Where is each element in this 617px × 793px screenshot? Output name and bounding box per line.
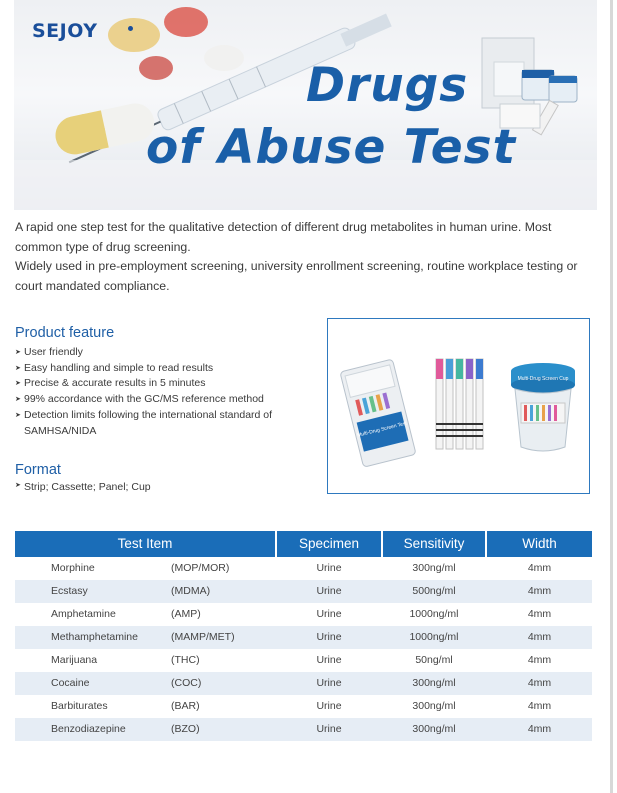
brand-logo: SEJOY — [32, 20, 98, 42]
cassette-image — [340, 359, 416, 467]
table-row — [15, 557, 592, 580]
intro-text — [15, 218, 597, 296]
specimen-cell: Urine — [316, 608, 342, 620]
width-cell: 4mm — [527, 677, 552, 689]
product-photo-box — [327, 318, 590, 494]
drug-name-cell: Marijuana — [51, 654, 98, 666]
specimen-cell: Urine — [316, 631, 342, 643]
specimen-cell: Urine — [316, 677, 342, 689]
drug-abbr-cell: (MDMA) — [171, 585, 211, 597]
sensitivity-cell: 1000ng/ml — [409, 608, 459, 620]
intro-paragraph: Widely used in pre-employment screening, university enrollment screening, routine workplace testing or court mandated compliance. — [15, 259, 578, 293]
table-row — [15, 672, 592, 695]
sensitivity-cell: 300ng/ml — [412, 677, 456, 689]
drug-name-cell: Amphetamine — [51, 608, 116, 620]
header-width: Width — [487, 531, 592, 557]
width-cell: 4mm — [527, 585, 552, 597]
cup-image — [511, 363, 575, 451]
cup-label: Multi-Drug Screen Cup — [517, 376, 569, 382]
header-sensitivity: Sensitivity — [383, 531, 485, 557]
table-row — [15, 603, 592, 626]
format-heading: Format — [15, 462, 61, 478]
width-cell: 4mm — [527, 631, 552, 643]
strips-image — [436, 359, 483, 449]
page-edge-bar — [610, 0, 613, 793]
drug-name-cell: Ecstasy — [51, 585, 88, 597]
drug-name-cell: Barbiturates — [51, 700, 108, 712]
feature-item: ➤ Easy handling and simple to read results — [15, 361, 315, 377]
drug-abbr-cell: (BZO) — [171, 723, 200, 735]
width-cell: 4mm — [527, 562, 552, 574]
sensitivity-cell: 300ng/ml — [412, 700, 456, 712]
drug-name-cell: Benzodiazepine — [51, 723, 126, 735]
table-header — [15, 531, 592, 557]
hero-title-line2: of Abuse Test — [146, 120, 517, 175]
table-row — [15, 718, 592, 741]
header-specimen: Specimen — [277, 531, 381, 557]
drug-name-cell: Methamphetamine — [51, 631, 138, 643]
drug-abbr-cell: (THC) — [171, 654, 200, 666]
specimen-cell: Urine — [316, 723, 342, 735]
specimen-cell: Urine — [316, 562, 342, 574]
width-cell: 4mm — [527, 700, 552, 712]
logo-mark — [128, 26, 133, 31]
sensitivity-cell: 500ng/ml — [412, 585, 456, 597]
drug-abbr-cell: (COC) — [171, 677, 202, 689]
feature-item: ➤ Detection limits following the international standard of SAMHSA/NIDA — [15, 408, 305, 439]
feature-item: ➤ 99% accordance with the GC/MS reference method — [15, 392, 315, 408]
drug-abbr-cell: (BAR) — [171, 700, 200, 712]
table-row — [15, 695, 592, 718]
cassette-label: Multi-Drug Screen Test — [356, 420, 408, 439]
product-feature-heading: Product feature — [15, 325, 115, 341]
drug-abbr-cell: (AMP) — [171, 608, 201, 620]
table-row — [15, 649, 592, 672]
table-body — [15, 557, 592, 741]
width-cell: 4mm — [527, 608, 552, 620]
drug-abbr-cell: (MAMP/MET) — [171, 631, 235, 643]
intro-paragraph: A rapid one step test for the qualitative detection of different drug metabolites in human urine. Most common type of drug screening. — [15, 220, 552, 254]
hero-banner — [14, 0, 597, 210]
feature-item: ➤ Precise & accurate results in 5 minutes — [15, 376, 315, 392]
drug-test-table — [15, 531, 592, 741]
sensitivity-cell: 300ng/ml — [412, 562, 456, 574]
hero-title-line1: Drugs — [306, 58, 469, 113]
format-text: ➤ Strip; Cassette; Panel; Cup — [15, 481, 151, 493]
drug-abbr-cell: (MOP/MOR) — [171, 562, 230, 574]
specimen-cell: Urine — [316, 654, 342, 666]
sensitivity-cell: 1000ng/ml — [409, 631, 459, 643]
sensitivity-cell: 50ng/ml — [415, 654, 453, 666]
width-cell: 4mm — [527, 654, 552, 666]
table-row — [15, 580, 592, 603]
width-cell: 4mm — [527, 723, 552, 735]
drug-name-cell: Cocaine — [51, 677, 90, 689]
specimen-cell: Urine — [316, 585, 342, 597]
specimen-cell: Urine — [316, 700, 342, 712]
feature-list — [15, 345, 315, 439]
drug-name-cell: Morphine — [51, 562, 95, 574]
sensitivity-cell: 300ng/ml — [412, 723, 456, 735]
table-row — [15, 626, 592, 649]
header-test-item: Test Item — [15, 531, 275, 557]
feature-item: ➤ User friendly — [15, 345, 315, 361]
